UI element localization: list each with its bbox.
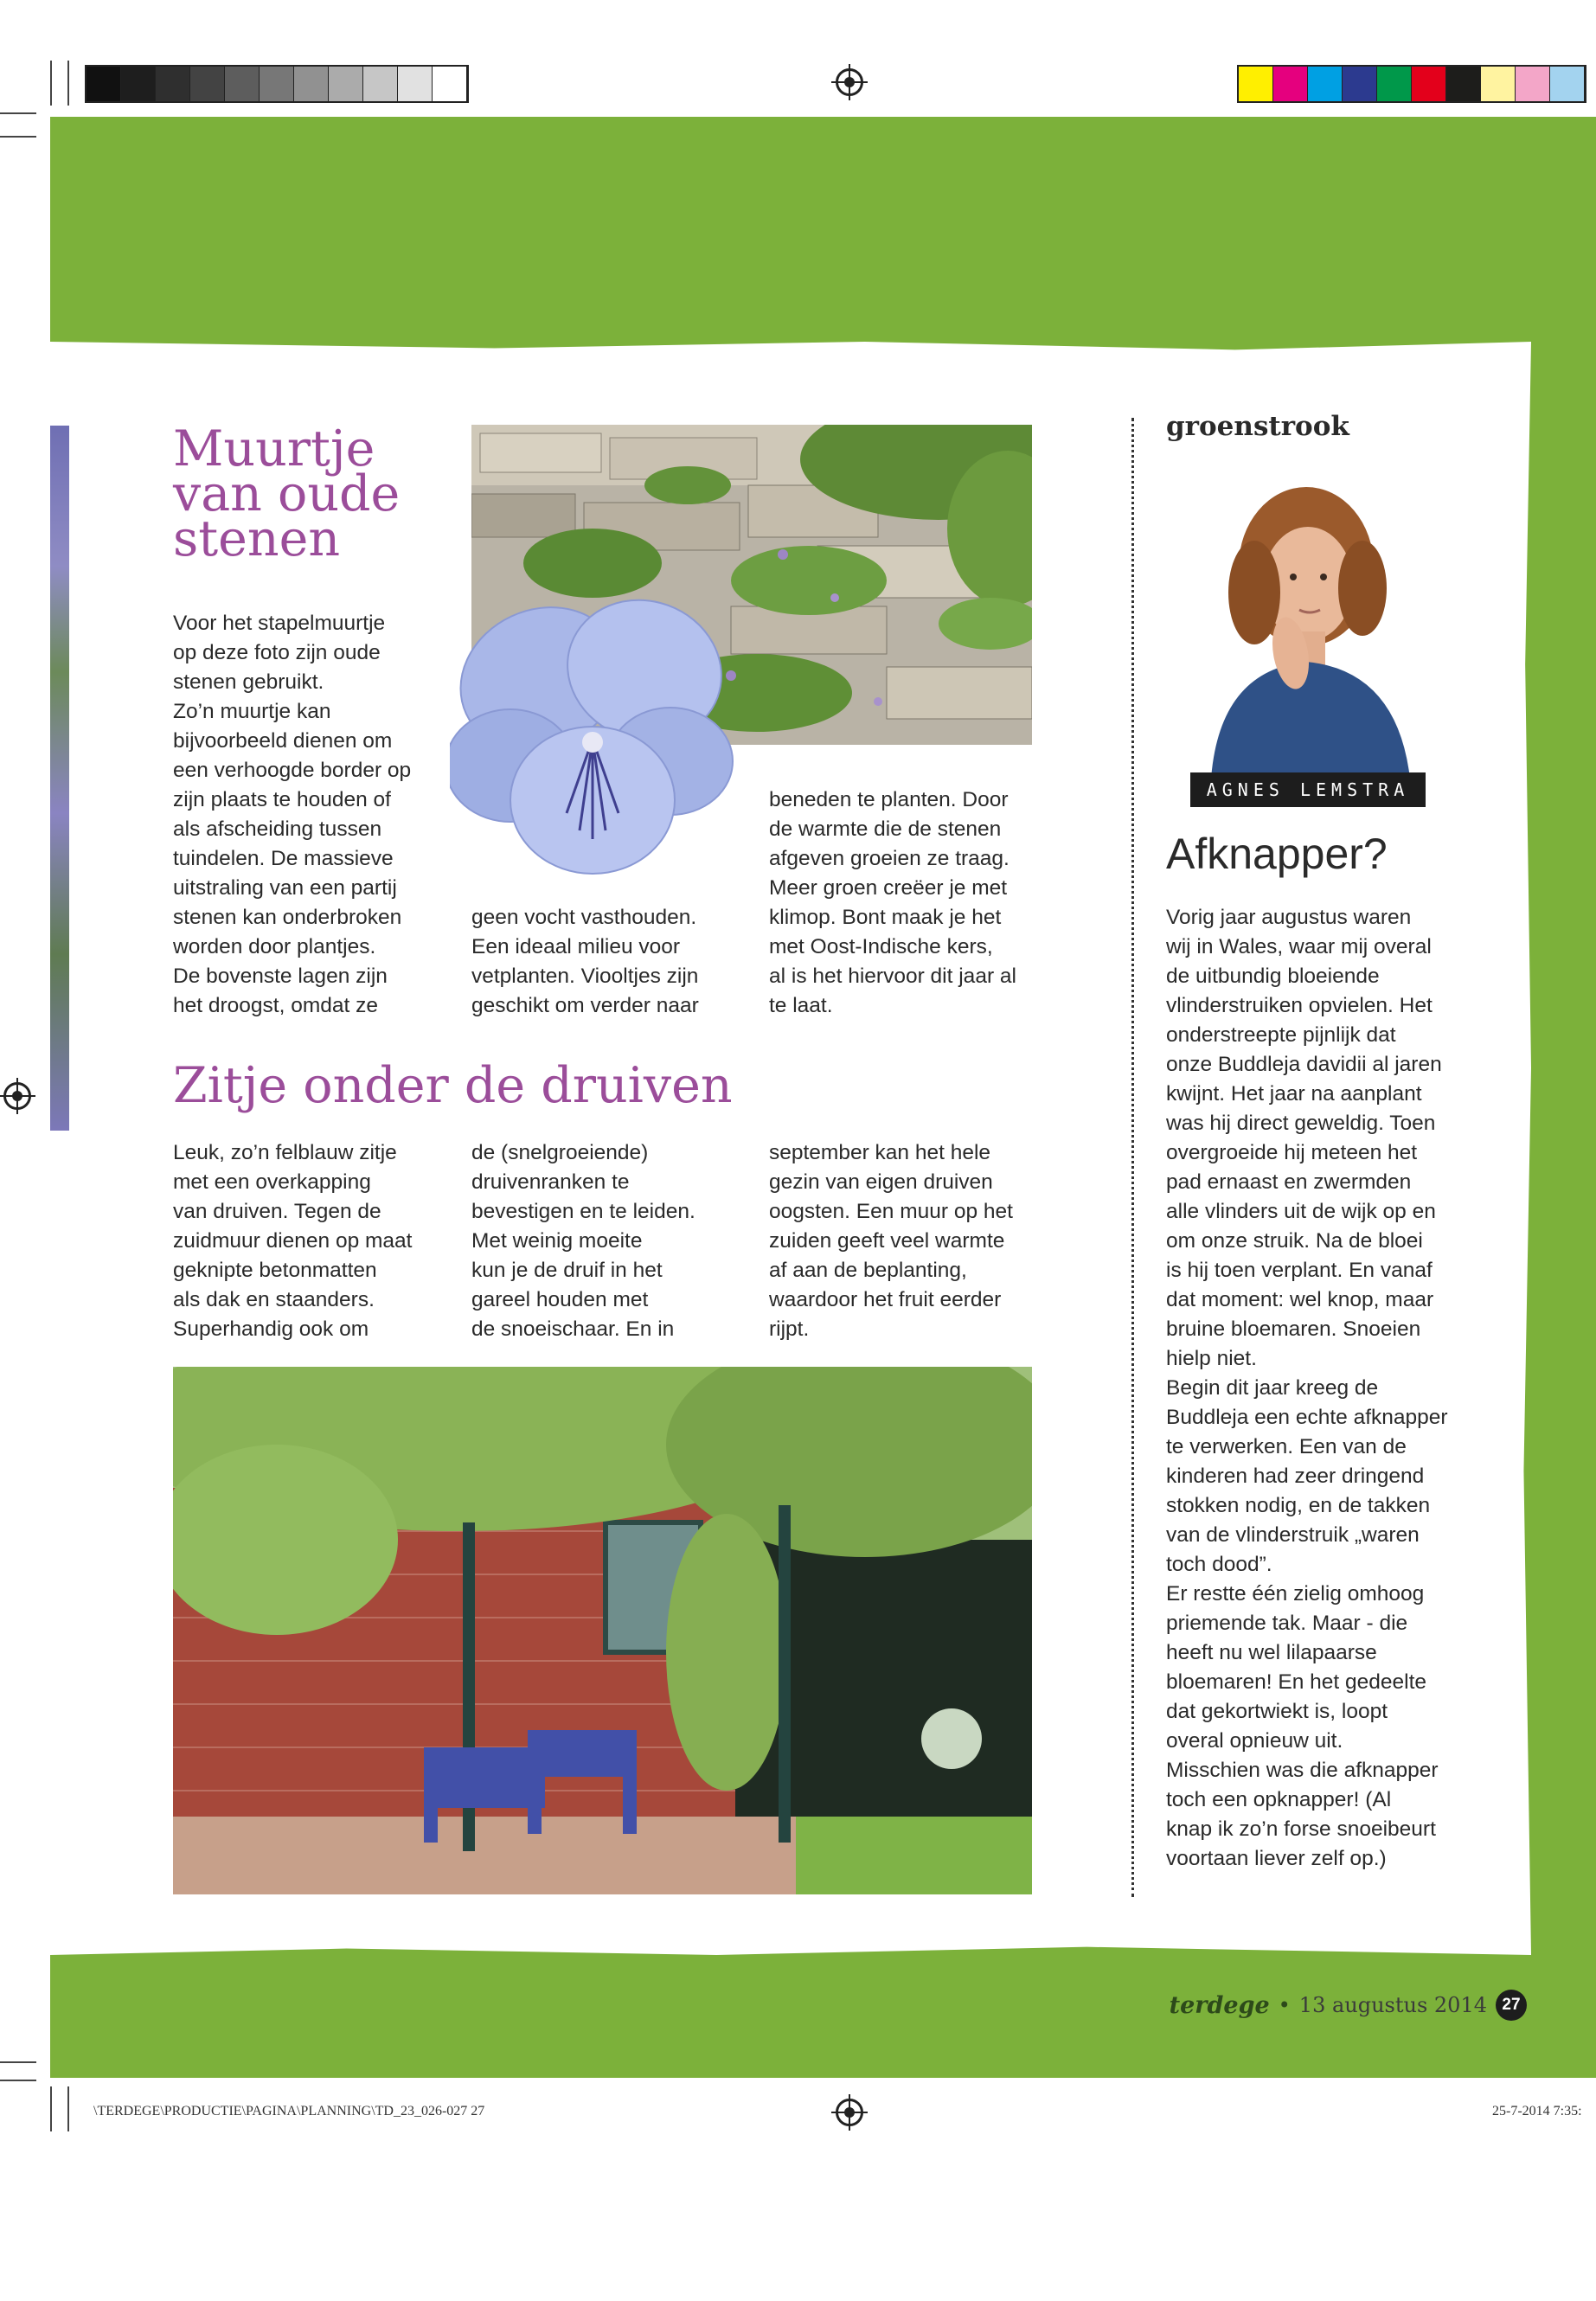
page-footer [1170, 1990, 1527, 2021]
color-swatch [1446, 67, 1481, 101]
article2-column-2: de (snelgroeiende) druivenranken te bevestigen en te leiden. Met weinig moeite kun je de druif in het gareel houden met de snoeischaar. En in [471, 1141, 695, 1341]
footer-separator: • [1278, 1993, 1291, 2017]
crop-mark [50, 2086, 52, 2131]
crop-mark [67, 2086, 69, 2131]
color-swatch [1273, 67, 1308, 101]
color-swatch [156, 67, 190, 101]
color-swatch [1412, 67, 1446, 101]
column-title: Afknapper? [1166, 830, 1388, 878]
color-swatch [1308, 67, 1343, 101]
crop-mark [50, 61, 52, 106]
registration-mark-icon [836, 68, 863, 96]
column-body: Vorig jaar augustus waren wij in Wales, waar mij overal de uitbundig bloeiende vlinderstruiken opvielen. Het onderstreepte pijnlijk dat onze Buddleja davidii al jaren kwijnt. Het jaar na aanplant was hij direct geweldig. Toen overgroeide hij meteen het pad ernaast en zwermden alle vlinders uit de wijk op en om onze struik. Na de bloei is hij toen verplant. En vanaf dat moment: wel knop, maar bruine bloemaren. Snoeien hielp niet. Begin dit jaar kreeg de Buddleja een echte afknapper te verwerken. Een van de kinderen had zeer dringend stokken nodig, en de takken van de vlinderstruik „waren toch dood”. Er restte één zielig omhoog priemende tak. Maar - die heeft nu wel lilapaarse bloemaren! En het gedeelte dat gekortwiekt is, loopt overal opnieuw uit. Misschien was die afknapper toch een opknapper! (Al knap ik zo’n forse snoeibeurt voortaan liever zelf op.) [1166, 906, 1448, 1870]
crop-mark [0, 2080, 36, 2081]
color-swatch [294, 67, 329, 101]
author-portrait [1194, 480, 1426, 779]
author-name-tag: AGNES LEMSTRA [1190, 772, 1426, 807]
crop-mark [0, 136, 36, 138]
color-swatch [1481, 67, 1516, 101]
article1-column-3: beneden te planten. Door de warmte die de stenen afgeven groeien ze traag. Meer groen creëer je met klimop. Bont maak je het met Oost-Indische kers, al is het hiervoor dit jaar al te laat. [769, 788, 1016, 1017]
color-swatch [1550, 67, 1585, 101]
magazine-brand: terdege [1169, 1991, 1270, 2019]
color-swatch [363, 67, 398, 101]
color-swatch [190, 67, 225, 101]
article1-column-1: Voor het stapelmuurtje op deze foto zijn oude stenen gebruikt. Zo’n muurtje kan bijvoorbeeld dienen om een verhoogde border op zijn plaats te houden of als afscheiding tussen tuindelen. De massieve uitstraling van een partij stenen kan onderbroken worden door plantjes. De bovenste lagen zijn het droogst, omdat ze [173, 612, 412, 1017]
crop-mark [67, 61, 69, 106]
registration-mark-icon [3, 1082, 31, 1110]
color-swatch [1516, 67, 1550, 101]
violet-flower-image [450, 588, 735, 882]
color-swatch [433, 67, 467, 101]
article-title: Zitje onder de druiven [173, 1057, 733, 1114]
color-swatch [225, 67, 260, 101]
issue-date: 13 augustus 2014 [1298, 1993, 1487, 2017]
gray-calibration-bar [85, 65, 469, 103]
color-swatch [329, 67, 363, 101]
color-swatch [87, 67, 121, 101]
side-flower-strip [50, 426, 69, 1131]
color-swatch [398, 67, 433, 101]
column-divider [1131, 418, 1134, 1897]
section-label: groenstrook [1166, 411, 1349, 442]
color-swatch [1377, 67, 1412, 101]
registration-mark-icon [836, 2099, 863, 2126]
article1-column-2: geen vocht vasthouden. Een ideaal milieu voor vetplanten. Viooltjes zijn geschikt om verder naar [471, 906, 699, 1017]
color-swatch [260, 67, 294, 101]
print-slug-path: \TERDEGE\PRODUCTIE\PAGINA\PLANNING\TD_23_026-027 27 [93, 2104, 485, 2118]
print-slug-timestamp: 25-7-2014 7:35: [1492, 2104, 1582, 2118]
article2-column-1: Leuk, zo’n felblauw zitje met een overkapping van druiven. Tegen de zuidmuur dienen op maat geknipte betonmatten als dak en staanders. Superhandig ook om [173, 1141, 413, 1341]
crop-mark [0, 112, 36, 114]
color-swatch [1343, 67, 1377, 101]
page-number-badge: 27 [1496, 1990, 1527, 2021]
crop-mark [0, 2061, 36, 2063]
color-swatch [121, 67, 156, 101]
article-title: Muurtje van oude stenen [173, 420, 401, 567]
color-swatch [1239, 67, 1273, 101]
article2-column-3: september kan het hele gezin van eigen druiven oogsten. Een muur op het zuiden geeft veel warmte af aan de beplanting, waardoor het fruit eerder rijpt. [769, 1141, 1013, 1341]
color-calibration-bar [1237, 65, 1586, 103]
grape-arbor-photo [173, 1367, 1032, 1894]
